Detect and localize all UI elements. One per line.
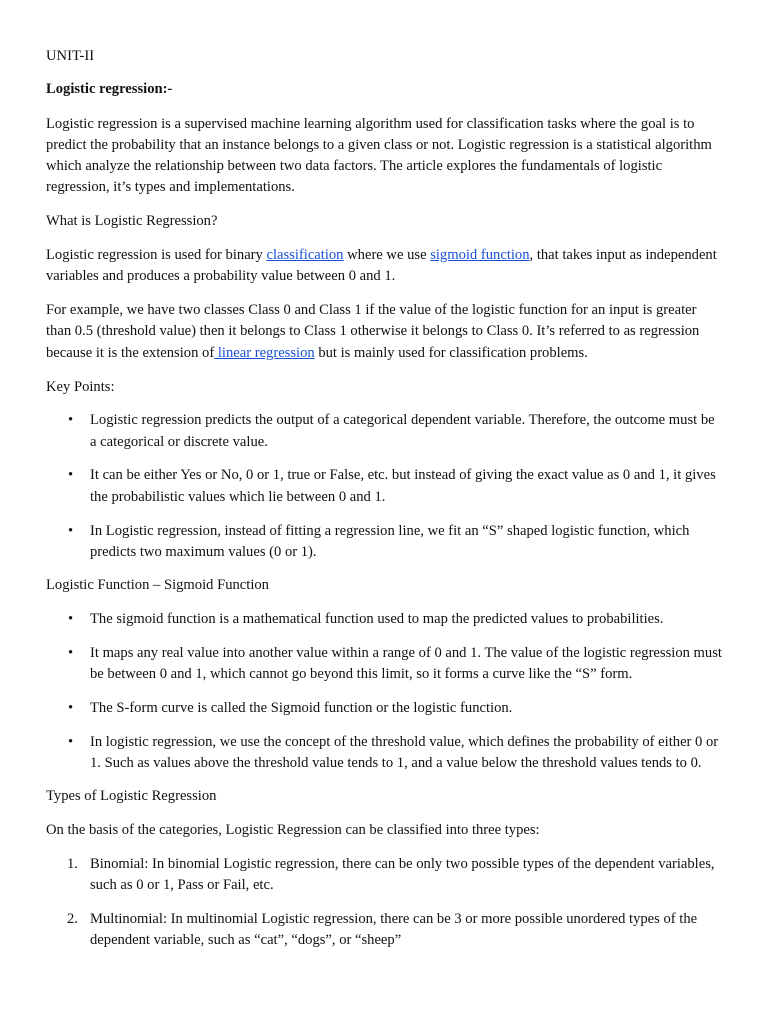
bullet-icon: • xyxy=(68,467,74,484)
list-item-text: In Logistic regression, instead of fitting a regression line, we fit an “S” shaped logistic function, which predicts two maximum values (0 or 1). xyxy=(90,522,690,560)
unit-label: UNIT-II xyxy=(46,48,95,64)
key-points-heading: Key Points: xyxy=(46,378,115,395)
example-paragraph xyxy=(46,300,722,364)
list-item-text: It can be either Yes or No, 0 or 1, true or False, etc. but instead of giving the exact value as 0 and 1, it gives the probabilistic values which lie between 0 and 1. xyxy=(90,467,716,505)
linear-regression-link[interactable]: linear regression xyxy=(214,344,315,361)
list-item xyxy=(68,698,722,719)
example-text-1: For example, we have two classes Class 0 and Class 1 if the value of the logistic function for an input is greater than 0.5 (threshold value) then it belongs to Class 1 otherwise it belongs to Class 0. It’s referred to as regression because it is the extension of xyxy=(46,302,700,361)
list-item-text: The sigmoid function is a mathematical function used to map the predicted values to probabilities. xyxy=(90,610,664,627)
sigmoid-heading: Logistic Function – Sigmoid Function xyxy=(46,577,269,594)
list-item xyxy=(68,521,722,564)
types-list xyxy=(46,854,722,952)
list-item-text: Logistic regression predicts the output of a categorical dependent variable. Therefore, the outcome must be a categorical or discrete value. xyxy=(90,412,715,450)
list-number: 1. xyxy=(67,855,78,872)
binary-text-1: Logistic regression is used for binary xyxy=(46,247,267,264)
classification-link[interactable]: classification xyxy=(266,247,344,264)
list-item xyxy=(68,410,722,453)
list-item xyxy=(68,609,722,630)
list-item-text: The S-form curve is called the Sigmoid function or the logistic function. xyxy=(90,699,513,716)
binary-text-3: , that takes input as independent variables and produces a probability value between 0 and 1. xyxy=(46,247,717,285)
list-item-text: It maps any real value into another value within a range of 0 and 1. The value of the logistic regression must be between 0 and 1, which cannot go beyond this limit, so it forms a curve like the “S” form. xyxy=(90,644,722,683)
sigmoid-points-list xyxy=(46,609,722,774)
bullet-icon: • xyxy=(68,733,74,750)
list-item xyxy=(68,465,722,508)
list-item-text: Binomial: In binomial Logistic regression, there can be only two possible types of the dependent variables, such as 0 or 1, Pass or Fail, etc. xyxy=(90,855,715,894)
list-item-text: Multinomial: In multinomial Logistic regression, there can be 3 or more possible unordered types of the dependent variable, such as “cat”, “dogs”, or “sheep” xyxy=(90,910,698,949)
bullet-icon: • xyxy=(68,522,74,539)
list-item xyxy=(68,732,722,775)
bullet-icon: • xyxy=(68,644,74,661)
example-text-2: but is mainly used for classification problems. xyxy=(314,344,588,361)
binary-text-2: where we use xyxy=(343,247,431,264)
key-points-list xyxy=(46,410,722,563)
bullet-icon: • xyxy=(68,412,74,429)
page-title: Logistic regression:- xyxy=(46,81,173,98)
what-is-heading: What is Logistic Regression? xyxy=(46,213,218,230)
types-heading: Types of Logistic Regression xyxy=(46,788,217,805)
bullet-icon: • xyxy=(68,699,74,716)
sigmoid-function-link[interactable]: sigmoid function xyxy=(430,247,530,264)
list-number: 2. xyxy=(67,910,78,927)
list-item xyxy=(68,643,722,686)
bullet-icon: • xyxy=(68,610,74,627)
list-item xyxy=(67,854,722,897)
binary-paragraph xyxy=(46,245,722,288)
list-item xyxy=(67,909,722,952)
list-item-text: In logistic regression, we use the concept of the threshold value, which defines the probability of either 0 or 1. Such as values above the threshold value tends to 1, and a value below the threshold values tends to 0. xyxy=(90,733,719,771)
types-intro: On the basis of the categories, Logistic Regression can be classified into three types: xyxy=(46,822,540,839)
intro-paragraph: Logistic regression is a supervised machine learning algorithm used for classification tasks where the goal is to predict the probability that an instance belongs to a given class or not. Logistic regression is a statistical algorithm which analyze the relationship between two data factors. The article explores the fundamentals of logistic regression, it’s types and implementations. xyxy=(46,115,712,196)
